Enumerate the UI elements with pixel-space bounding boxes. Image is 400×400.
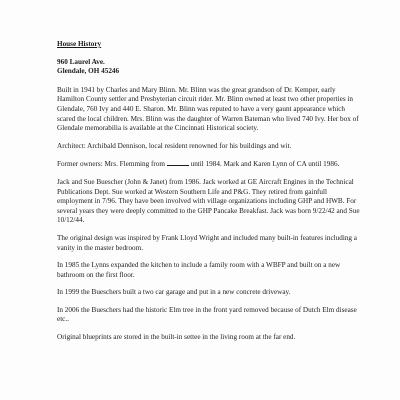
paragraph-former-owners [57, 159, 362, 170]
paragraph-architect: Architect: Archibald Dennison, local resident renowned for his buildings and wit. [57, 141, 292, 150]
paragraph-kitchen-1985: In 1985 the Lynns expanded the kitchen to include a family room with a WBFP and built on a new bathroom on the first floor. [57, 261, 341, 279]
former-owners-text-after: until 1984. Mark and Karen Lynn of CA until 1986. [190, 160, 340, 169]
document-title: House History [57, 40, 102, 48]
paragraph-buescher: Jack and Sue Buescher (John & Janet) from 1986. Jack worked at GE Aircraft Engines in the Technical Publications Dept. Sue worked at Western Southern Life and P&G. They retired from gainfull employment in 7/96. They have been involved with village organizations including GHP and HWB. For several years they were deeply committed to the GHP Pancake Breakfast. Jack was born 9/22/42 and Sue 10/12/44. [57, 177, 360, 225]
former-owners-text-before: Former owners: Mrs. Flemming from [57, 160, 166, 169]
paragraph-elm-2006: In 2006 the Bueschers had the historic Elm tree in the front yard removed because of Dutch Elm disease etc.. [57, 305, 357, 324]
paragraph-design: The original design was inspired by Frank Lloyd Wright and included many built-in features including a vanity in the master bedroom. [57, 233, 357, 252]
house-history-document [57, 40, 362, 351]
address-block [57, 58, 362, 77]
blank-date-line [167, 159, 189, 166]
paragraph-blueprints: Original blueprints are stored in the built-in settee in the living room at the far end. [57, 333, 296, 342]
address-street: 960 Laurel Ave. [57, 57, 105, 66]
paragraph-built: Built in 1941 by Charles and Mary Blinn. Mr. Blinn was the great grandson of Dr. Kemper, early Hamilton County settler and Presbyterian circuit rider. Mr. Blinn owned at least two other properties in Glendale, 760 Ivy and 440 E. Sharon. Mr. Blinn was reputed to have a very gaunt appearance which scared the local children. Mrs. Blinn was the daughter of Warren Bateman who lived 740 Ivy. Her box of Glendale memorabilia is available at the Cincinnati Historical society. [57, 85, 359, 133]
paragraph-garage-1999: In 1999 the Bueschers built a two car garage and put in a new concrete driveway. [57, 288, 291, 297]
address-city-state-zip: Glendale, OH 45246 [57, 67, 120, 76]
